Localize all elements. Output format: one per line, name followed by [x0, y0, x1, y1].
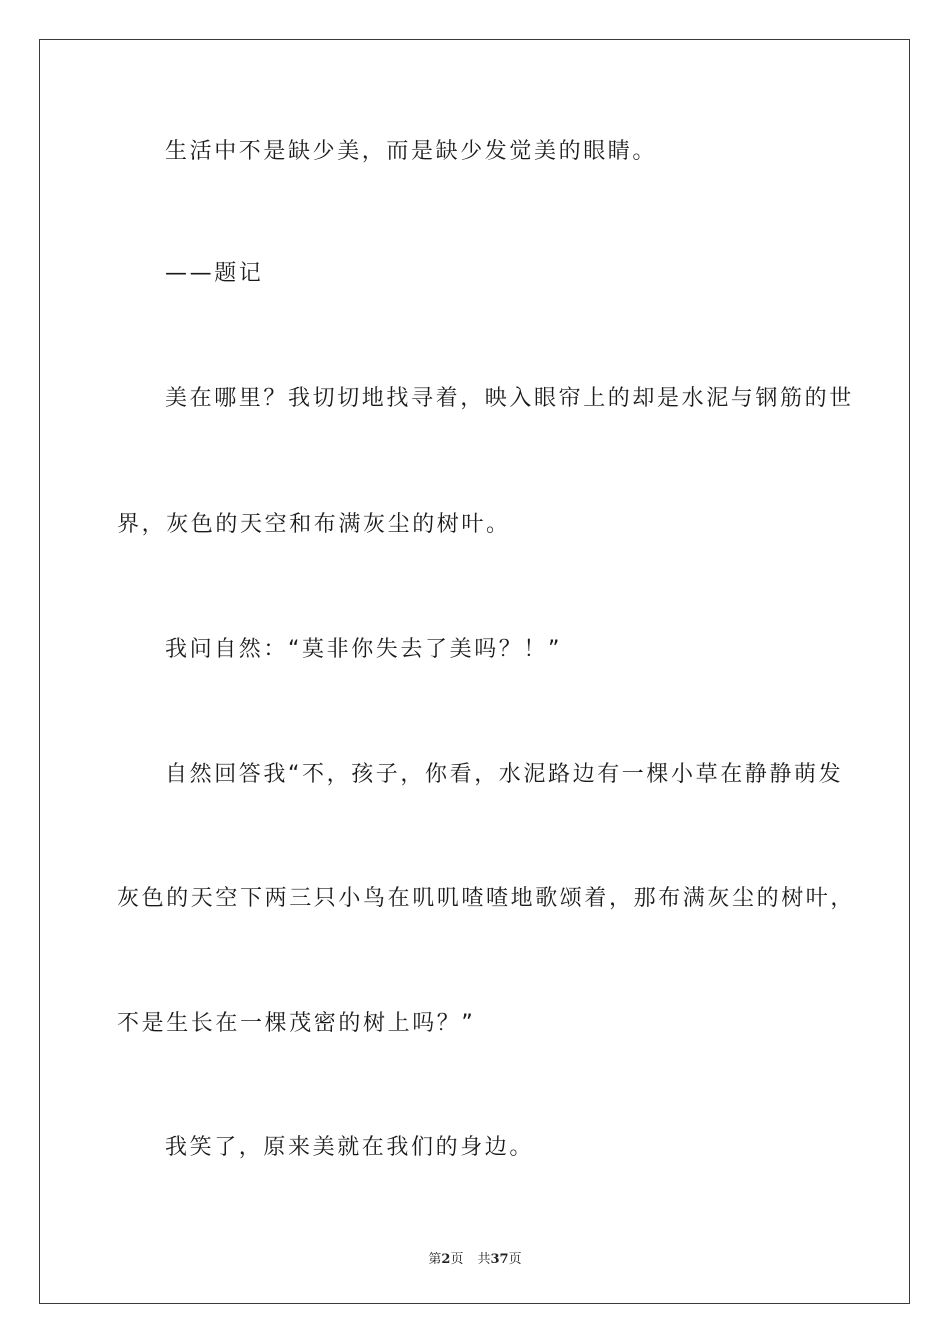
page-border [39, 39, 910, 1304]
page-footer [0, 1248, 950, 1267]
epigraph-line: 生活中不是缺少美，而是缺少发觉美的眼睛。 [165, 139, 658, 164]
epigraph-attribution: ——题记 [165, 261, 264, 286]
paragraph-line: 灰色的天空下两三只小鸟在叽叽喳喳地歌颂着，那布满灰尘的树叶， [117, 886, 856, 911]
total-prefix: 共 [477, 1252, 491, 1267]
page-number: 2 [441, 1252, 451, 1267]
total-pages: 37 [490, 1252, 509, 1267]
paragraph-line: 我笑了，原来美就在我们的身边。 [165, 1135, 535, 1160]
paragraph-line: 美在哪里？我切切地找寻着，映入眼帘上的却是水泥与钢筋的世 [165, 386, 854, 411]
paragraph-line: 界，灰色的天空和布满灰尘的树叶。 [117, 512, 511, 537]
page-suffix: 页 [450, 1252, 464, 1267]
total-suffix: 页 [508, 1252, 522, 1267]
paragraph-line: 自然回答我“不，孩子，你看，水泥路边有一棵小草在静静萌发 [165, 762, 844, 787]
paragraph-line: 不是生长在一棵茂密的树上吗？” [117, 1011, 476, 1036]
paragraph-line: 我问自然：“莫非你失去了美吗？！” [165, 637, 562, 662]
page-prefix: 第 [428, 1252, 442, 1267]
